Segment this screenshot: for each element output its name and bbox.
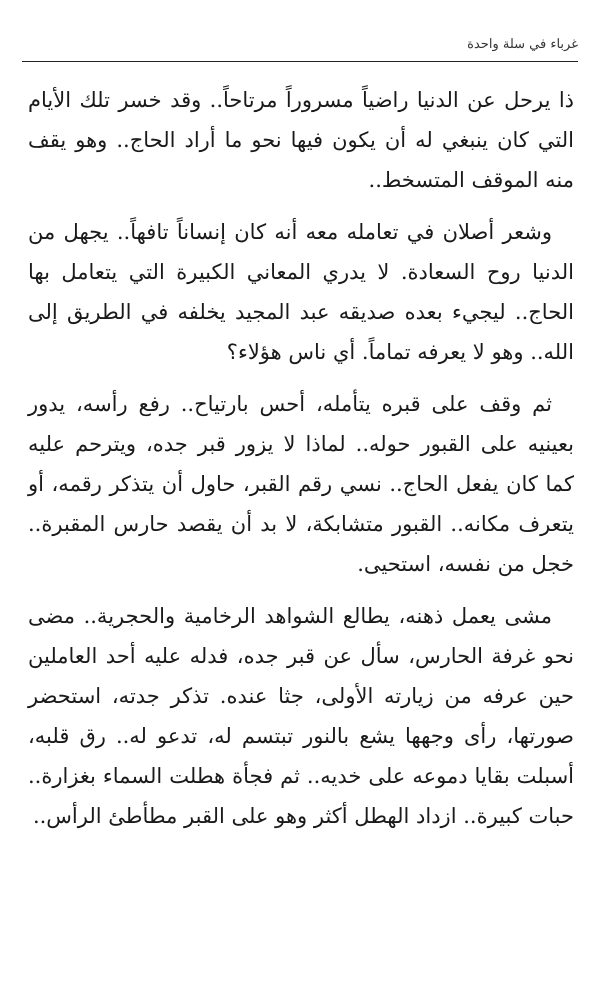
- running-header: غرباء في سلة واحدة: [467, 37, 578, 52]
- body-text: [28, 80, 574, 836]
- paragraph-1: ذا يرحل عن الدنيا راضياً مسروراً مرتاحاً.. وقد خسر تلك الأيام التي كان ينبغي له أن يكون فيها نحو ما أراد الحاج.. وهو يقف منه الموقف المتسخط..: [28, 88, 574, 192]
- header-rule: [22, 61, 578, 62]
- paragraph-2: وشعر أصلان في تعامله معه أنه كان إنساناً تافهاً.. يجهل من الدنيا روح السعادة. لا يدري المعاني الكبيرة التي يتعامل بها الحاج.. ليجيء بعده صديقه عبد المجيد يخلفه في الطريق إلى الله.. وهو لا يعرفه تماماً. أي ناس هؤلاء؟: [28, 220, 574, 364]
- paragraph-4: مشى يعمل ذهنه، يطالع الشواهد الرخامية والحجرية.. مضى نحو غرفة الحارس، سأل عن قبر جده، فدله عليه أحد العاملين حين عرفه من زيارته الأولى، جثا عنده. تذكر جدته، استحضر صورتها، رأى وجهها يشع بالنور تبتسم له، تدعو له.. رق قلبه، أسبلت بقايا دموعه على خديه.. ثم فجأة هطلت السماء بغزارة.. حبات كبيرة.. ازداد الهطل أكثر وهو على القبر مطأطئ الرأس..: [28, 604, 574, 828]
- paragraph-3: ثم وقف على قبره يتأمله، أحس بارتياح.. رفع رأسه، يدور بعينيه على القبور حوله.. لماذا لا يزور قبر جده، ويترحم عليه كما كان يفعل الحاج.. نسي رقم القبر، حاول أن يتذكر رقمه، أو يتعرف مكانه.. القبور متشابكة، لا بد أن يقصد حارس المقبرة.. خجل من نفسه، استحيى.: [28, 392, 574, 576]
